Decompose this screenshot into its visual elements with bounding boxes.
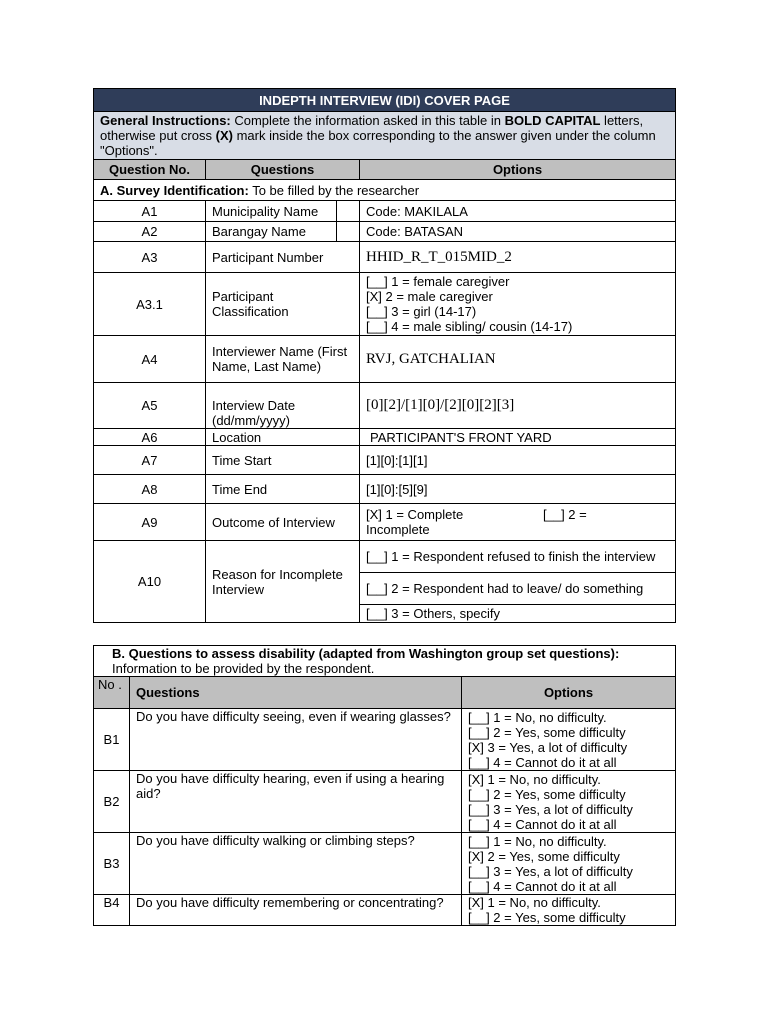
participant-number-value[interactable]: HHID_R_T_015MID_2 [360,242,676,273]
header-options-b: Options [462,677,676,709]
classification-option-2[interactable]: [X] 2 = male caregiver [366,289,493,304]
time-end-value[interactable]: [1][0]:[5][9] [360,475,676,504]
blank-cell [337,222,360,242]
disability-table [93,645,676,926]
b3-options [462,833,676,895]
header-question-no: Question No. [94,160,206,180]
section-b-subtitle: Information to be provided by the respondent. [112,661,375,676]
classification-option-4[interactable]: [__] 4 = male sibling/ cousin (14-17) [366,319,573,334]
b2-option-3[interactable]: [__] 3 = Yes, a lot of difficulty [468,801,633,817]
b4-option-1[interactable]: [X] 1 = No, no difficulty. [468,895,601,910]
b2-options [462,771,676,833]
general-instructions: General Instructions: Complete the information asked in this table in BOLD CAPITAL letters, otherwise put cross (X) mark inside the box corresponding to the answer given under the column "Options". [94,112,676,160]
section-b-title: B. Questions to assess disability (adapted from Washington group set questions): [112,646,620,661]
row-a5: A5 Interview Date (dd/mm/yyyy) [0][2]/[1][0]/[2][0][2][3] [94,383,676,429]
row-a3-1: A3.1 Participant Classification [__] 1 = female caregiver [X] 2 = male caregiver [__] 3 = girl (14-17) [__] 4 = male sibling/ cousin (14-17) [94,273,676,336]
municipality-value[interactable]: Code: MAKILALA [360,201,676,222]
header-no: No . [94,677,130,709]
outcome-incomplete-option[interactable]: [__] 2 = [543,507,587,522]
cover-page-table [93,88,676,623]
outcome-complete-option[interactable]: [X] 1 = Complete [366,507,464,522]
b4-option-2[interactable]: [__] 2 = Yes, some difficulty [468,910,626,925]
b3-option-2[interactable]: [X] 2 = Yes, some difficulty [468,848,620,864]
location-value[interactable]: PARTICIPANT'S FRONT YARD [360,429,676,446]
section-a-heading: A. Survey Identification: To be filled by the researcher [94,180,676,201]
b1-option-4[interactable]: [__] 4 = Cannot do it at all [468,754,617,770]
b3-option-4[interactable]: [__] 4 = Cannot do it at all [468,878,617,894]
classification-option-1[interactable]: [__] 1 = female caregiver [366,274,510,289]
row-b4: B4 Do you have difficulty remembering or concentrating? [X] 1 = No, no difficulty. [__] 2 = Yes, some difficulty [94,895,676,926]
row-b1: B1 Do you have difficulty seeing, even if wearing glasses? [__] 1 = No, no difficulty. [__] 2 = Yes, some difficulty [X] 3 = Yes, a lot of difficulty [__] 4 = Cannot do it at all [94,709,676,771]
row-a1: A1 Municipality Name Code: MAKILALA [94,201,676,222]
b1-option-1[interactable]: [__] 1 = No, no difficulty. [468,709,607,725]
b4-options [462,895,676,926]
b3-option-3[interactable]: [__] 3 = Yes, a lot of difficulty [468,863,633,879]
b2-option-1[interactable]: [X] 1 = No, no difficulty. [468,771,601,787]
header-questions: Questions [206,160,360,180]
section-b-heading [94,646,676,677]
outcome-options [360,504,676,541]
b1-option-2[interactable]: [__] 2 = Yes, some difficulty [468,724,626,740]
row-a7: A7 Time Start [1][0]:[1][1] [94,446,676,475]
row-a8: A8 Time End [1][0]:[5][9] [94,475,676,504]
blank-cell [337,201,360,222]
cover-title: INDEPTH INTERVIEW (IDI) COVER PAGE [94,89,676,112]
incomplete-reason-option-2[interactable]: [__] 2 = Respondent had to leave/ do something [360,573,676,605]
classification-option-3[interactable]: [__] 3 = girl (14-17) [366,304,477,319]
row-a4: A4 Interviewer Name (First Name, Last Name) RVJ, GATCHALIAN [94,336,676,383]
header-questions-b: Questions [130,677,462,709]
interview-date-value[interactable]: [0][2]/[1][0]/[2][0][2][3] [360,383,676,429]
interviewer-name-value[interactable]: RVJ, GATCHALIAN [360,336,676,383]
row-a10: A10 Reason for Incomplete Interview [__] 1 = Respondent refused to finish the interview [94,541,676,573]
time-start-value[interactable]: [1][0]:[1][1] [360,446,676,475]
b1-option-3[interactable]: [X] 3 = Yes, a lot of difficulty [468,739,628,755]
b2-option-4[interactable]: [__] 4 = Cannot do it at all [468,816,617,832]
row-b2: B2 Do you have difficulty hearing, even if using a hearing aid? [X] 1 = No, no difficulty. [__] 2 = Yes, some difficulty [__] 3 = Yes, a lot of difficulty [__] 4 = Cannot do it at all [94,771,676,833]
row-a6: A6 Location PARTICIPANT'S FRONT YARD [94,429,676,446]
row-a9: A9 Outcome of Interview [X] 1 = Complete [__] 2 = Incomplete [94,504,676,541]
incomplete-reason-option-3[interactable]: [__] 3 = Others, specify [360,605,676,623]
outcome-incomplete-label: Incomplete [366,522,430,537]
row-b3: B3 Do you have difficulty walking or climbing steps? [__] 1 = No, no difficulty. [X] 2 = Yes, some difficulty [__] 3 = Yes, a lot of difficulty [__] 4 = Cannot do it at all [94,833,676,895]
row-a2: A2 Barangay Name Code: BATASAN [94,222,676,242]
barangay-value[interactable]: Code: BATASAN [360,222,676,242]
b2-option-2[interactable]: [__] 2 = Yes, some difficulty [468,786,626,802]
participant-classification-options [360,273,676,336]
header-options: Options [360,160,676,180]
row-a3: A3 Participant Number HHID_R_T_015MID_2 [94,242,676,273]
incomplete-reason-option-1[interactable]: [__] 1 = Respondent refused to finish the interview [360,541,676,573]
b3-option-1[interactable]: [__] 1 = No, no difficulty. [468,833,607,849]
b1-options [462,709,676,771]
